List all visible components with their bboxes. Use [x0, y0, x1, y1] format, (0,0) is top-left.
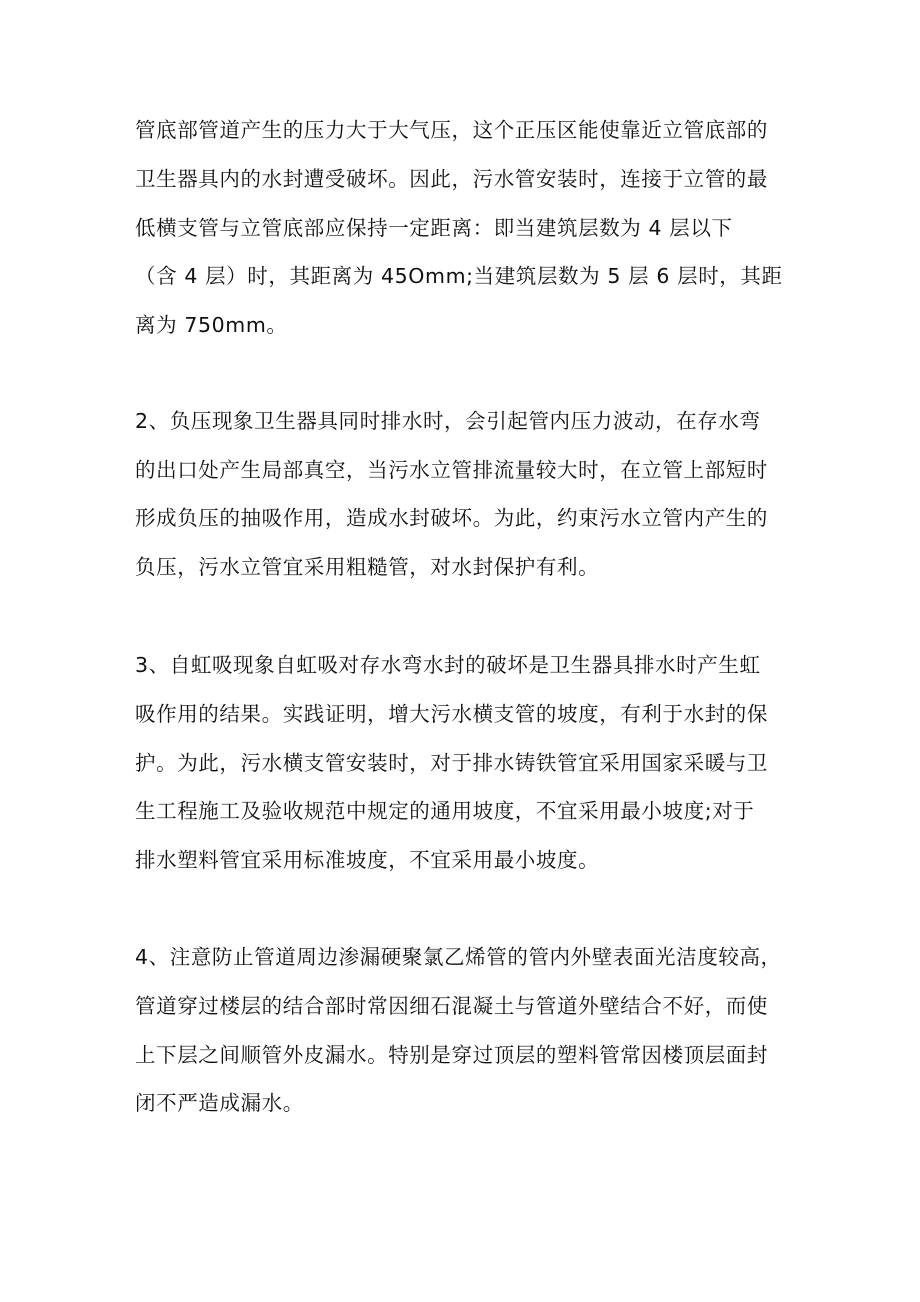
text-line: （含 4 层）时，其距离为 45Omm;当建筑层数为 5 层 6 层时，其距 [135, 264, 783, 288]
text-line: 护。为此，污水横支管安装时，对于排水铸铁管宜采用国家采暖与卫 [135, 751, 768, 775]
text-line: 吸作用的结果。实践证明，增大污水横支管的坡度，有利于水封的保 [135, 702, 768, 726]
text-line: 卫生器具内的水封遭受破坏。因此，污水管安装时，连接于立管的最 [135, 167, 768, 191]
text-line: 管底部管道产生的压力大于大气压，这个正压区能使靠近立管底部的 [135, 118, 768, 142]
text-line: 负压，污水立管宜采用粗糙管，对水封保护有利。 [135, 555, 600, 579]
text-line: 生工程施工及验收规范中规定的通用坡度，不宜采用最小坡度;对于 [135, 799, 755, 823]
text-line: 的出口处产生局部真空，当污水立管排流量较大时，在立管上部短时 [135, 458, 768, 482]
text-line: 4、注意防止管道周边渗漏硬聚氯乙烯管的管内外壁表面光洁度较高， [135, 945, 782, 969]
text-line: 闭不严造成漏水。 [135, 1091, 304, 1115]
text-line: 形成负压的抽吸作用，造成水封破坏。为此，约束污水立管内产生的 [135, 506, 768, 530]
text-line: 上下层之间顺管外皮漏水。特别是穿过顶层的塑料管常因楼顶层面封 [135, 1043, 768, 1067]
text-line: 3、自虹吸现象自虹吸对存水弯水封的破坏是卫生器具排水时产生虹 [135, 653, 761, 677]
text-line: 低横支管与立管底部应保持一定距离：即当建筑层数为 4 层以下 [135, 216, 733, 240]
text-line: 排水塑料管宜采用标准坡度，不宜采用最小坡度。 [135, 848, 600, 872]
text-line: 2、负压现象卫生器具同时排水时，会引起管内压力波动，在存水弯 [135, 409, 761, 433]
text-line: 离为 750mm。 [135, 313, 288, 337]
text-line: 管道穿过楼层的结合部时常因细石混凝土与管道外壁结合不好，而使 [135, 994, 768, 1018]
